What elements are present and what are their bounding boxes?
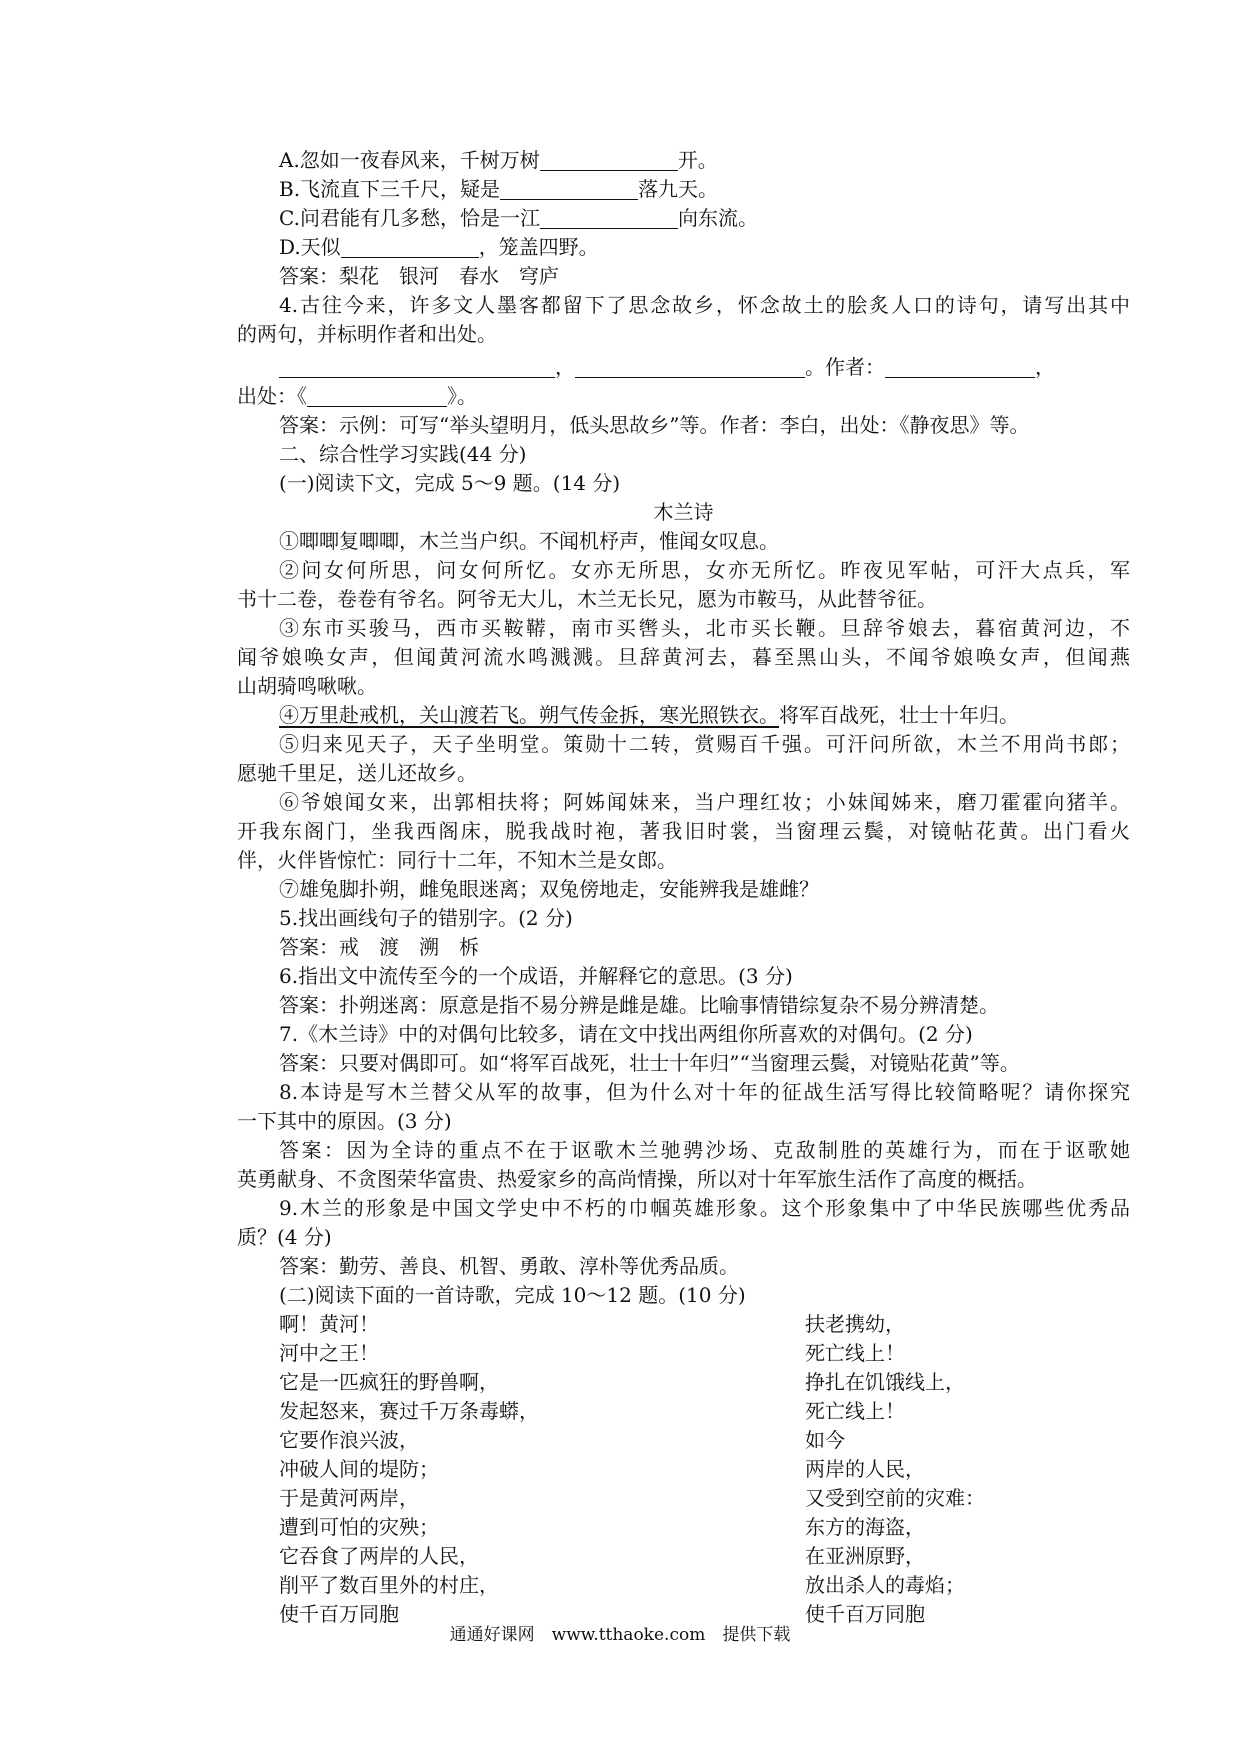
answer-blank bbox=[540, 150, 678, 171]
poem-line: 使千百万同胞 bbox=[805, 1602, 925, 1626]
q4-source-line bbox=[237, 382, 1130, 411]
stanza-2-line-2: 书十二卷，卷卷有爷名。阿爷无大儿，木兰无长兄，愿为市鞍马，从此替爷征。 bbox=[237, 587, 937, 611]
option-a-prefix: A.忽如一夜春风来，千树万树 bbox=[279, 148, 540, 172]
option-c-suffix: 向东流。 bbox=[677, 206, 758, 230]
part1-intro: (一)阅读下文，完成 5～9 题。(14 分) bbox=[279, 471, 621, 495]
poem-line: 啊！黄河！ bbox=[279, 1312, 379, 1336]
poem-line: 死亡线上！ bbox=[805, 1341, 905, 1365]
question-6: 6.指出文中流传至今的一个成语，并解释它的意思。(3 分) bbox=[279, 964, 793, 988]
stanza-4 bbox=[237, 701, 1130, 730]
poem-line: 在亚洲原野， bbox=[805, 1544, 925, 1568]
question-8-line-2: 一下其中的原因。(3 分) bbox=[237, 1109, 452, 1133]
section-heading: 二、综合性学习实践(44 分) bbox=[279, 442, 527, 466]
answer-blank bbox=[341, 237, 479, 258]
poem-right-column bbox=[805, 1310, 985, 1629]
poem-line: 如今 bbox=[805, 1428, 845, 1452]
q4-author-label: 。作者： bbox=[805, 355, 885, 379]
stanza-3-line-1: ③东市买骏马，西市买鞍鞯，南市买辔头，北市买长鞭。旦辞爷娘去，暮宿黄河边，不 bbox=[279, 616, 1130, 640]
poem-line: 它吞食了两岸的人民， bbox=[279, 1544, 479, 1568]
yellow-river-poem bbox=[237, 1310, 1130, 1626]
stanza-6-line-3: 伴，火伴皆惊忙：同行十二年，不知木兰是女郎。 bbox=[237, 848, 677, 872]
underlined-sentence: ④万里赴戒机，关山渡若飞。朔气传金拆，寒光照铁衣。 bbox=[279, 703, 779, 727]
q4-fill-line bbox=[237, 353, 1130, 382]
stanza-6-line-1: ⑥爷娘闻女来，出郭相扶将；阿姊闻妹来，当户理红妆；小妹闻姊来，磨刀霍霍向猪羊。 bbox=[279, 790, 1130, 814]
option-a-suffix: 开。 bbox=[677, 148, 718, 172]
option-c-prefix: C.问君能有几多愁，恰是一江 bbox=[279, 206, 540, 230]
question-5: 5.找出画线句子的错别字。(2 分) bbox=[279, 906, 573, 930]
poem-line: 放出杀人的毒焰； bbox=[805, 1573, 965, 1597]
q4-comma: ， bbox=[555, 355, 575, 379]
poem-line: 于是黄河两岸， bbox=[279, 1486, 419, 1510]
poem-line: 削平了数百里外的村庄， bbox=[279, 1573, 499, 1597]
stanza-1: ①唧唧复唧唧，木兰当户织。不闻机杼声，惟闻女叹息。 bbox=[279, 529, 779, 553]
poem-line: 又受到空前的灾难： bbox=[805, 1486, 985, 1510]
stanza-2-line-1: ②问女何所思，问女何所忆。女亦无所思，女亦无所忆。昨夜见军帖，可汗大点兵，军 bbox=[279, 558, 1130, 582]
source-blank bbox=[307, 386, 447, 407]
answer-blank bbox=[540, 208, 678, 229]
answer-6: 答案：扑朔迷离：原意是指不易分辨是雌是雄。比喻事情错综复杂不易分辨清楚。 bbox=[279, 993, 999, 1017]
q4-source-suffix: 》。 bbox=[447, 384, 477, 408]
poem-left-column bbox=[279, 1310, 539, 1629]
poem-line: 它是一匹疯狂的野兽啊， bbox=[279, 1370, 499, 1394]
stanza-7: ⑦雄兔脚扑朔，雌兔眼迷离；双兔傍地走，安能辨我是雄雌？ bbox=[279, 877, 819, 901]
answer-9: 答案：勤劳、善良、机智、勇敢、淳朴等优秀品质。 bbox=[279, 1254, 739, 1278]
q4-end-comma: ， bbox=[1035, 355, 1055, 379]
stanza-3-line-2: 闻爷娘唤女声，但闻黄河流水鸣溅溅。旦辞黄河去，暮至黑山头，不闻爷娘唤女声，但闻燕 bbox=[237, 645, 1130, 669]
question-9-line-2: 质？(4 分) bbox=[237, 1225, 332, 1249]
stanza-6-line-2: 开我东阁门，坐我西阁床，脱我战时袍，著我旧时裳，当窗理云鬓，对镜帖花黄。出门看火 bbox=[237, 819, 1130, 843]
q4-line-1: 4.古往今来，许多文人墨客都留下了思念故乡，怀念故土的脍炙人口的诗句，请写出其中 bbox=[279, 293, 1130, 317]
q4-answer: 答案：示例：可写“举头望明月，低头思故乡”等。作者：李白，出处：《静夜思》等。 bbox=[279, 413, 1030, 437]
q3-option-b bbox=[237, 175, 1130, 204]
answer-7: 答案：只要对偶即可。如“将军百战死，壮士十年归”“当窗理云鬓，对镜贴花黄”等。 bbox=[279, 1051, 1020, 1075]
poem-line: 发起怒来，赛过千万条毒蟒， bbox=[279, 1399, 539, 1423]
option-d-suffix: ，笼盖四野。 bbox=[478, 235, 599, 259]
stanza-4-rest: 将军百战死，壮士十年归。 bbox=[779, 703, 1019, 727]
stanza-5-line-1: ⑤归来见天子，天子坐明堂。策勋十二转，赏赐百千强。可汗问所欲，木兰不用尚书郎； bbox=[279, 732, 1130, 756]
q4-source-prefix: 出处：《 bbox=[237, 384, 307, 408]
answer-blank bbox=[575, 357, 805, 378]
page-footer: 通通好课网 www.tthaoke.com 提供下载 bbox=[449, 1625, 791, 1645]
answer-8-line-1: 答案：因为全诗的重点不在于讴歌木兰驰骋沙场、克敌制胜的英雄行为，而在于讴歌她 bbox=[279, 1138, 1130, 1162]
question-9-line-1: 9.木兰的形象是中国文学史中不朽的巾帼英雄形象。这个形象集中了中华民族哪些优秀品 bbox=[279, 1196, 1130, 1220]
part2-intro: (二)阅读下面的一首诗歌，完成 10～12 题。(10 分) bbox=[279, 1283, 746, 1307]
option-b-suffix: 落九天。 bbox=[638, 177, 719, 201]
stanza-3-line-3: 山胡骑鸣啾啾。 bbox=[237, 674, 377, 698]
q3-option-a bbox=[237, 146, 1130, 175]
question-7: 7.《木兰诗》中的对偶句比较多，请在文中找出两组你所喜欢的对偶句。(2 分) bbox=[279, 1022, 973, 1046]
answer-blank bbox=[500, 179, 638, 200]
poem-line: 死亡线上！ bbox=[805, 1399, 905, 1423]
answer-5: 答案：戒 渡 溯 柝 bbox=[279, 935, 479, 959]
q4-line-2: 的两句，并标明作者和出处。 bbox=[237, 322, 497, 346]
answer-8-line-2: 英勇献身、不贪图荣华富贵、热爱家乡的高尚情操，所以对十年军旅生活作了高度的概括。 bbox=[237, 1167, 1037, 1191]
option-b-prefix: B.飞流直下三千尺，疑是 bbox=[279, 177, 501, 201]
poem-line: 河中之王！ bbox=[279, 1341, 379, 1365]
question-8-line-1: 8.本诗是写木兰替父从军的故事，但为什么对十年的征战生活写得比较简略呢？请你探究 bbox=[279, 1080, 1130, 1104]
poem-line: 扶老携幼， bbox=[805, 1312, 905, 1336]
answer-blank bbox=[279, 357, 555, 378]
document-page bbox=[237, 146, 1130, 1626]
q3-option-c bbox=[237, 204, 1130, 233]
option-d-prefix: D.天似 bbox=[279, 235, 341, 259]
author-blank bbox=[885, 357, 1035, 378]
poem-line: 挣扎在饥饿线上， bbox=[805, 1370, 965, 1394]
poem-title: 木兰诗 bbox=[653, 500, 714, 524]
stanza-5-line-2: 愿驰千里足，送儿还故乡。 bbox=[237, 761, 477, 785]
q3-answer: 答案：梨花 银河 春水 穹庐 bbox=[279, 264, 559, 288]
poem-line: 两岸的人民， bbox=[805, 1457, 925, 1481]
poem-line: 遭到可怕的灾殃； bbox=[279, 1515, 439, 1539]
poem-line: 东方的海盗， bbox=[805, 1515, 925, 1539]
poem-line: 冲破人间的堤防； bbox=[279, 1457, 439, 1481]
poem-line: 它要作浪兴波， bbox=[279, 1428, 419, 1452]
poem-line: 使千百万同胞 bbox=[279, 1602, 399, 1626]
q3-option-d bbox=[237, 233, 1130, 262]
